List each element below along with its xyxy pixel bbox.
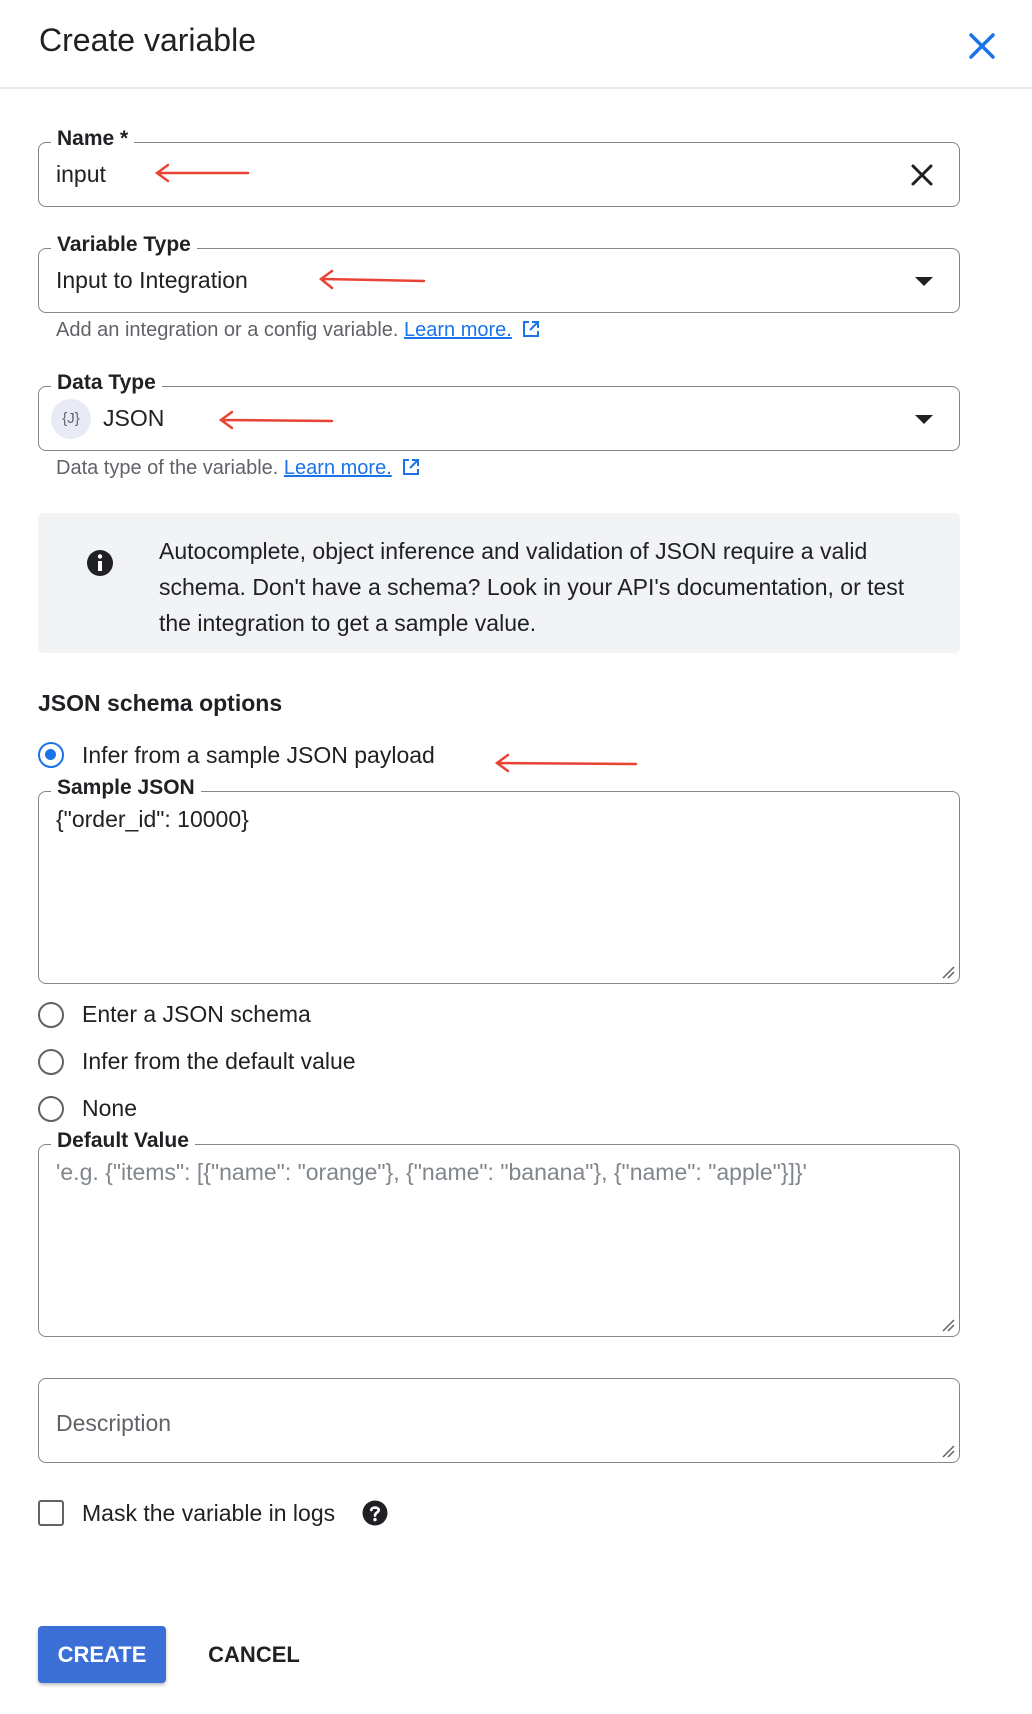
dialog-header — [0, 0, 1032, 89]
external-link-icon[interactable] — [401, 457, 421, 483]
sample-json-textarea[interactable] — [38, 776, 960, 984]
default-value-label: Default Value — [51, 1128, 195, 1154]
info-text: Autocomplete, object inference and validation of JSON require a valid schema. Don't have a schema? Look in your API's documentation, or test the integration to get a sample value. — [159, 538, 905, 636]
description-textarea[interactable] — [38, 1378, 960, 1463]
clear-icon[interactable] — [909, 162, 935, 188]
mask-variable-checkbox[interactable] — [38, 1500, 64, 1526]
info-icon — [86, 549, 114, 577]
variable-type-value: Input to Integration — [56, 267, 248, 293]
annotation-arrow-icon — [216, 407, 336, 433]
help-icon[interactable] — [362, 1500, 388, 1526]
schema-options-title: JSON schema options — [38, 690, 283, 716]
external-link-icon[interactable] — [521, 319, 541, 345]
radio-infer-sample[interactable] — [38, 742, 64, 768]
default-value-placeholder: 'e.g. {"items": [{"name": "orange"}, {"name": "banana"}, {"name": "apple"}]}' — [56, 1159, 807, 1185]
resize-handle-icon[interactable] — [941, 1444, 955, 1458]
dialog-title: Create variable — [39, 22, 256, 58]
mask-variable-label[interactable]: Mask the variable in logs — [82, 1500, 336, 1526]
variable-type-learn-more-link[interactable]: Learn more. — [404, 319, 512, 341]
json-type-icon: {J} — [51, 399, 91, 439]
radio-enter-schema[interactable] — [38, 1002, 64, 1028]
variable-type-helper — [56, 319, 541, 345]
data-type-helper — [56, 457, 421, 483]
name-field-value[interactable]: input — [56, 161, 106, 187]
resize-handle-icon[interactable] — [941, 1318, 955, 1332]
data-type-select[interactable] — [38, 371, 960, 451]
data-type-label: Data Type — [51, 370, 162, 396]
default-value-textarea[interactable] — [38, 1129, 960, 1337]
resize-handle-icon[interactable] — [941, 965, 955, 979]
radio-none-label[interactable]: None — [82, 1095, 137, 1121]
data-type-value: JSON — [103, 405, 165, 431]
annotation-arrow-icon — [316, 267, 428, 293]
close-icon[interactable] — [960, 24, 1004, 68]
variable-type-helper-text: Add an integration or a config variable. — [56, 319, 399, 341]
radio-enter-schema-label[interactable]: Enter a JSON schema — [82, 1001, 311, 1027]
variable-type-select[interactable] — [38, 233, 960, 313]
annotation-arrow-icon — [152, 160, 252, 186]
create-button[interactable]: CREATE — [38, 1626, 166, 1683]
description-placeholder: Description — [56, 1410, 172, 1436]
radio-infer-default-label[interactable]: Infer from the default value — [82, 1048, 356, 1074]
cancel-button[interactable]: CANCEL — [200, 1626, 308, 1683]
sample-json-value[interactable]: {"order_id": 10000} — [56, 806, 249, 832]
annotation-arrow-icon — [492, 750, 640, 776]
radio-infer-sample-label[interactable]: Infer from a sample JSON payload — [82, 742, 435, 768]
radio-infer-default[interactable] — [38, 1049, 64, 1075]
variable-type-label: Variable Type — [51, 232, 197, 258]
chevron-down-icon[interactable] — [915, 415, 933, 424]
radio-none[interactable] — [38, 1096, 64, 1122]
chevron-down-icon[interactable] — [915, 277, 933, 286]
name-field-label: Name * — [51, 126, 134, 152]
data-type-learn-more-link[interactable]: Learn more. — [283, 457, 392, 479]
info-banner — [38, 513, 960, 653]
data-type-helper-text: Data type of the variable. — [56, 457, 279, 479]
sample-json-label: Sample JSON — [51, 775, 201, 801]
